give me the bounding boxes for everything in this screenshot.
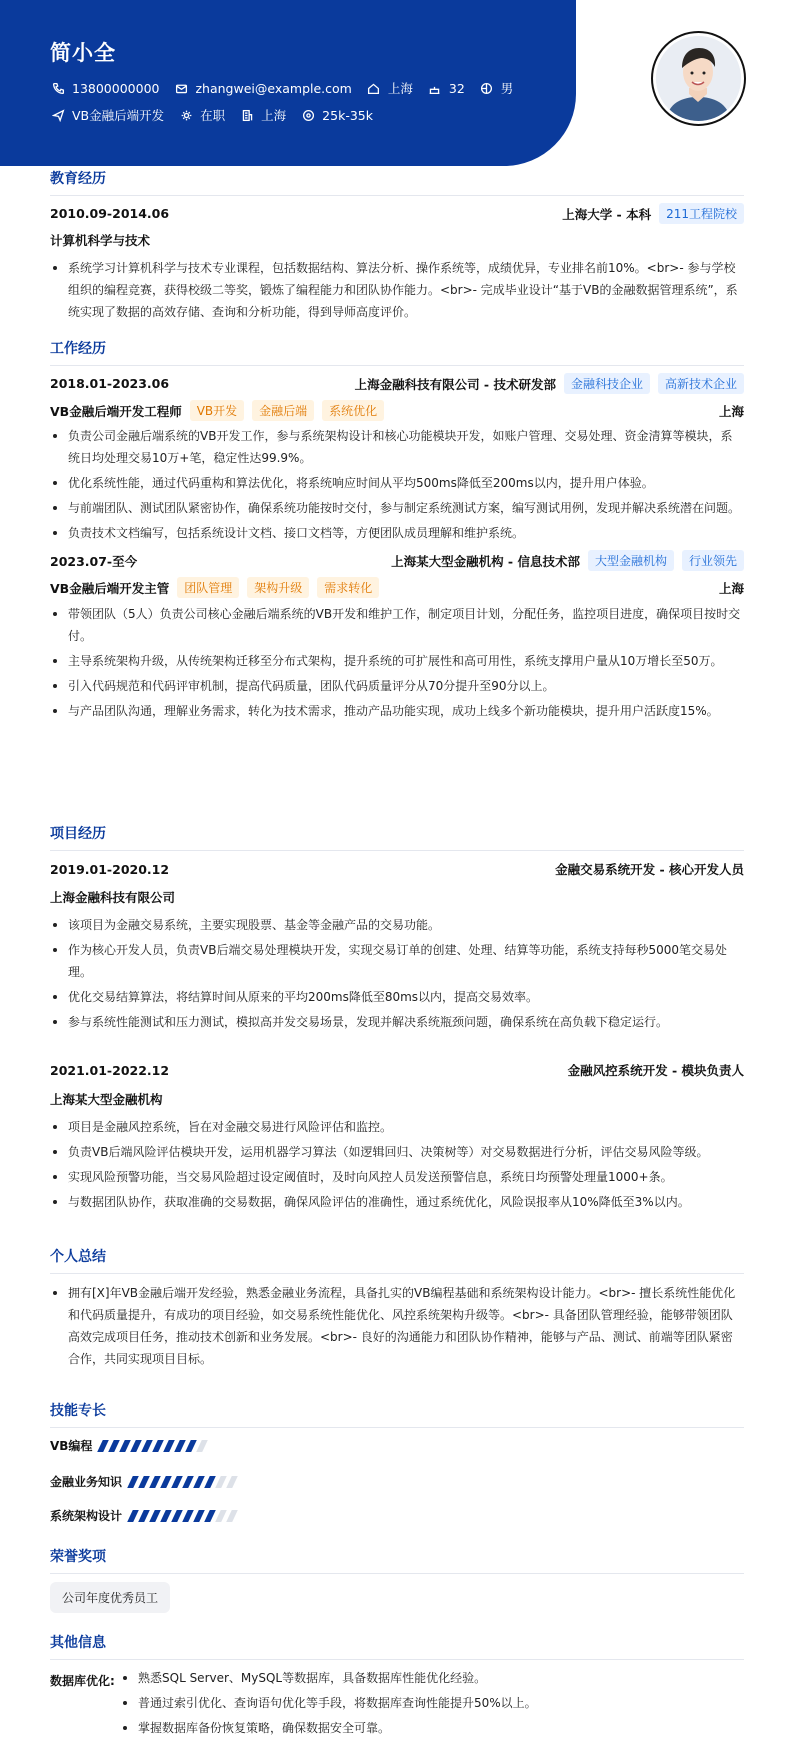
project-org: 上海金融科技有限公司 <box>50 890 176 905</box>
list-item: 拥有[X]年VB金融后端开发经验，熟悉金融业务流程，具备扎实的VB编程基础和系统架构设计能力。<br>- 擅长系统性能优化和代码质量提升，有成功的项目经验，如交易系统性能优化、风控系统架构升级等。<br>- 具备团队管理经验，能够带领团队高效完成项目任务，推动技术创新和业务发展。<br>- 良好的沟通能力和团队协作精神，能够与产品、测试、前端等团队紧密合作，共同实现项目目标。 <box>50 1282 744 1370</box>
target-job-item <box>50 106 164 124</box>
skill-level-segment <box>215 1476 227 1488</box>
skill-level-segment <box>138 1476 150 1488</box>
skill-level-segment <box>142 1440 154 1452</box>
skill-level-segment <box>226 1476 238 1488</box>
skill-level-segment <box>197 1440 209 1452</box>
phone-item <box>50 80 159 96</box>
target-job-text: VB金融后端开发 <box>72 108 165 123</box>
list-item: 该项目为金融交易系统，主要实现股票、基金等金融产品的交易功能。 <box>50 914 744 936</box>
list-item: 优化交易结算算法，将结算时间从原来的平均200ms降低至80ms以内，提高交易效率。 <box>50 986 744 1008</box>
salary-text: 25k-35k <box>322 107 373 123</box>
list-item: 带领团队（5人）负责公司核心金融后端系统的VB开发和维护工作，制定项目计划，分配任务，监控项目进度，确保项目按时交付。 <box>50 603 744 647</box>
job-location: 上海 <box>718 580 744 596</box>
skill-level-segment <box>153 1440 165 1452</box>
skill-level-segment <box>160 1476 172 1488</box>
skill-level-segment <box>186 1440 198 1452</box>
contact-row <box>50 79 527 97</box>
skill-level-segment <box>164 1440 176 1452</box>
skill-tag: 需求转化 <box>317 577 379 598</box>
skill-level-segment <box>193 1476 205 1488</box>
project-section-title: 项目经历 <box>50 823 744 851</box>
status-item <box>178 106 225 124</box>
skill-level-segment <box>127 1510 139 1522</box>
skill-item <box>50 1507 240 1524</box>
avatar-photo <box>656 36 741 121</box>
list-item: 作为核心开发人员，负责VB后端交易处理模块开发，实现交易订单的创建、处理、结算等功能，系统支持每秒5000笔交易处理。 <box>50 939 744 983</box>
job-role: VB金融后端开发主管 <box>50 580 170 596</box>
job-1-header <box>50 373 744 394</box>
other-section-title: 其他信息 <box>50 1632 744 1660</box>
target-city-item <box>239 106 286 124</box>
list-item: 项目是金融风控系统，旨在对金融交易进行风险评估和监控。 <box>50 1116 744 1138</box>
job-company: 上海某大型金融机构 - 信息技术部 <box>391 553 580 569</box>
skill-tag: 架构升级 <box>247 577 309 598</box>
skill-level-segment <box>182 1476 194 1488</box>
skill-tag: 金融后端 <box>252 400 314 421</box>
skill-name: VB编程 <box>50 1439 93 1453</box>
project-period: 2021.01-2022.12 <box>50 1062 170 1078</box>
list-item: 与前端团队、测试团队紧密协作，确保系统功能按时交付，参与制定系统测试方案，编写测试用例，发现并解决系统潜在问题。 <box>50 497 744 519</box>
list-item: 参与系统性能测试和压力测试，模拟高并发交易场景，发现并解决系统瓶颈问题，确保系统在高负载下稳定运行。 <box>50 1011 744 1033</box>
send-icon <box>50 107 66 123</box>
skill-level-segment <box>138 1510 150 1522</box>
skill-level-segment <box>127 1476 139 1488</box>
company-tag: 高新技术企业 <box>658 373 744 394</box>
skill-level-segment <box>149 1510 161 1522</box>
project-1-org-row <box>50 888 744 906</box>
skill-tag: 团队管理 <box>177 577 239 598</box>
avatar <box>651 31 746 126</box>
gender-icon <box>479 80 495 96</box>
education-header <box>50 203 744 224</box>
candidate-name: 简小全 <box>50 41 116 65</box>
job-company: 上海金融科技有限公司 - 技术研发部 <box>354 376 556 392</box>
list-item: 主导系统架构升级，从传统架构迁移至分布式架构，提升系统的可扩展性和高可用性，系统支撑用户量从10万增长至50万。 <box>50 650 744 672</box>
coin-icon <box>300 107 316 123</box>
skill-level-segment <box>182 1510 194 1522</box>
list-item: 负责公司金融后端系统的VB开发工作，参与系统架构设计和核心功能模块开发，如账户管理、交易处理、资金清算等模块，系统日均处理交易10万+笔，稳定性达99.9%。 <box>50 425 744 469</box>
skill-level-segment <box>120 1440 132 1452</box>
summary-bullets <box>50 1282 744 1373</box>
list-item: 引入代码规范和代码评审机制，提高代码质量，团队代码质量评分从70分提升至90分以上。 <box>50 675 744 697</box>
skill-level-segment <box>175 1440 187 1452</box>
skill-bar <box>100 1440 210 1452</box>
skill-name: 系统架构设计 <box>50 1509 123 1523</box>
job-period: 2023.07-至今 <box>50 553 138 569</box>
job-1-role-row <box>50 400 744 421</box>
list-item: 普通过索引优化、查询语句优化等手段，将数据库查询性能提升50%以上。 <box>120 1692 537 1714</box>
target-city-text: 上海 <box>261 108 287 123</box>
job-2-bullets <box>50 603 744 725</box>
company-tag: 行业领先 <box>682 550 744 571</box>
project-period: 2019.01-2020.12 <box>50 861 170 877</box>
skill-level-segment <box>149 1476 161 1488</box>
phone-text: 13800000000 <box>72 80 160 96</box>
skills-section-title: 技能专长 <box>50 1400 744 1428</box>
project-name: 金融交易系统开发 - 核心开发人员 <box>555 862 744 877</box>
home-icon <box>366 80 382 96</box>
project-1-header <box>50 860 744 878</box>
email-item <box>173 80 351 96</box>
other-bullets <box>120 1667 537 1742</box>
company-tag: 大型金融机构 <box>588 550 674 571</box>
job-row <box>50 106 387 124</box>
project-name: 金融风控系统开发 - 模块负责人 <box>567 1063 744 1078</box>
gear-icon <box>178 107 194 123</box>
education-section-title: 教育经历 <box>50 168 744 196</box>
job-2-role-row <box>50 577 744 598</box>
list-item: 优化系统性能，通过代码重构和算法优化，将系统响应时间从平均500ms降低至200ms以内，提升用户体验。 <box>50 472 744 494</box>
skill-bar <box>130 1476 240 1488</box>
honors-section-title: 荣誉奖项 <box>50 1546 744 1574</box>
skill-level-segment <box>193 1510 205 1522</box>
skill-bar <box>130 1510 240 1522</box>
skill-name: 金融业务知识 <box>50 1475 123 1489</box>
skill-level-segment <box>160 1510 172 1522</box>
email-text: zhangwei@example.com <box>195 80 352 96</box>
award-chip: 公司年度优秀员工 <box>50 1582 170 1613</box>
job-role: VB金融后端开发工程师 <box>50 403 182 419</box>
skill-level-segment <box>204 1510 216 1522</box>
education-major-row <box>50 231 744 249</box>
skill-level-segment <box>109 1440 121 1452</box>
list-item: 系统学习计算机科学与技术专业课程，包括数据结构、算法分析、操作系统等，成绩优异，专业排名前10%。<br>- 参与学校组织的编程竞赛，获得校级二等奖，锻炼了编程能力和团队协作能力。<br>- 完成毕业设计“基于VB的金融数据管理系统”，系统实现了数据的高效存储、查询和分析功能，得到导师高度评价。 <box>50 257 744 323</box>
education-period: 2010.09-2014.06 <box>50 206 170 221</box>
skill-tag: 系统优化 <box>322 400 384 421</box>
age-text: 32 <box>448 80 465 96</box>
skill-tag: VB开发 <box>190 400 244 421</box>
skill-level-segment <box>215 1510 227 1522</box>
status-text: 在职 <box>200 108 226 123</box>
other-label: 数据库优化: <box>50 1674 115 1688</box>
skill-level-segment <box>131 1440 143 1452</box>
education-major: 计算机科学与技术 <box>50 233 151 248</box>
summary-section-title: 个人总结 <box>50 1246 744 1274</box>
list-item: 与产品团队沟通，理解业务需求，转化为技术需求，推动产品功能实现，成功上线多个新功能模块，提升用户活跃度15%。 <box>50 700 744 722</box>
project-1-bullets <box>50 914 744 1036</box>
cake-icon <box>427 80 443 96</box>
job-location: 上海 <box>718 403 744 419</box>
job-1-bullets <box>50 425 744 547</box>
skill-level-segment <box>226 1510 238 1522</box>
skill-level-segment <box>171 1476 183 1488</box>
gender-item <box>479 79 514 97</box>
phone-icon <box>50 80 66 96</box>
project-2-bullets <box>50 1116 744 1216</box>
project-2-header <box>50 1061 744 1079</box>
list-item: 与数据团队协作，获取准确的交易数据，确保风险评估的准确性，通过系统优化，风险误报率从10%降低至3%以内。 <box>50 1191 744 1213</box>
skill-item <box>50 1473 240 1490</box>
skill-level-segment <box>204 1476 216 1488</box>
job-2-header <box>50 550 744 571</box>
city-item <box>366 79 413 97</box>
skill-level-segment <box>98 1440 110 1452</box>
header-banner <box>0 0 576 166</box>
education-bullets <box>50 257 744 326</box>
project-org: 上海某大型金融机构 <box>50 1092 163 1107</box>
education-school: 上海大学 - 本科 <box>562 206 652 222</box>
gender-text: 男 <box>500 81 514 96</box>
list-item: 负责技术文档编写，包括系统设计文档、接口文档等，方便团队成员理解和维护系统。 <box>50 522 744 544</box>
education-tag: 211工程院校 <box>659 203 744 224</box>
city-text: 上海 <box>387 81 413 96</box>
list-item: 负责VB后端风险评估模块开发，运用机器学习算法（如逻辑回归、决策树等）对交易数据进行分析，评估交易风险等级。 <box>50 1141 744 1163</box>
project-2-org-row <box>50 1090 744 1108</box>
building-icon <box>239 107 255 123</box>
list-item: 实现风险预警功能，当交易风险超过设定阈值时，及时向风控人员发送预警信息，系统日均预警处理量1000+条。 <box>50 1166 744 1188</box>
skill-item <box>50 1437 210 1454</box>
list-item: 掌握数据库备份恢复策略，确保数据安全可靠。 <box>120 1717 537 1739</box>
work-section-title: 工作经历 <box>50 338 744 366</box>
salary-item <box>300 107 373 123</box>
skill-level-segment <box>171 1510 183 1522</box>
age-item <box>427 80 465 96</box>
mail-icon <box>173 80 189 96</box>
list-item: 熟悉SQL Server、MySQL等数据库，具备数据库性能优化经验。 <box>120 1667 537 1689</box>
company-tag: 金融科技企业 <box>564 373 650 394</box>
job-period: 2018.01-2023.06 <box>50 376 170 391</box>
